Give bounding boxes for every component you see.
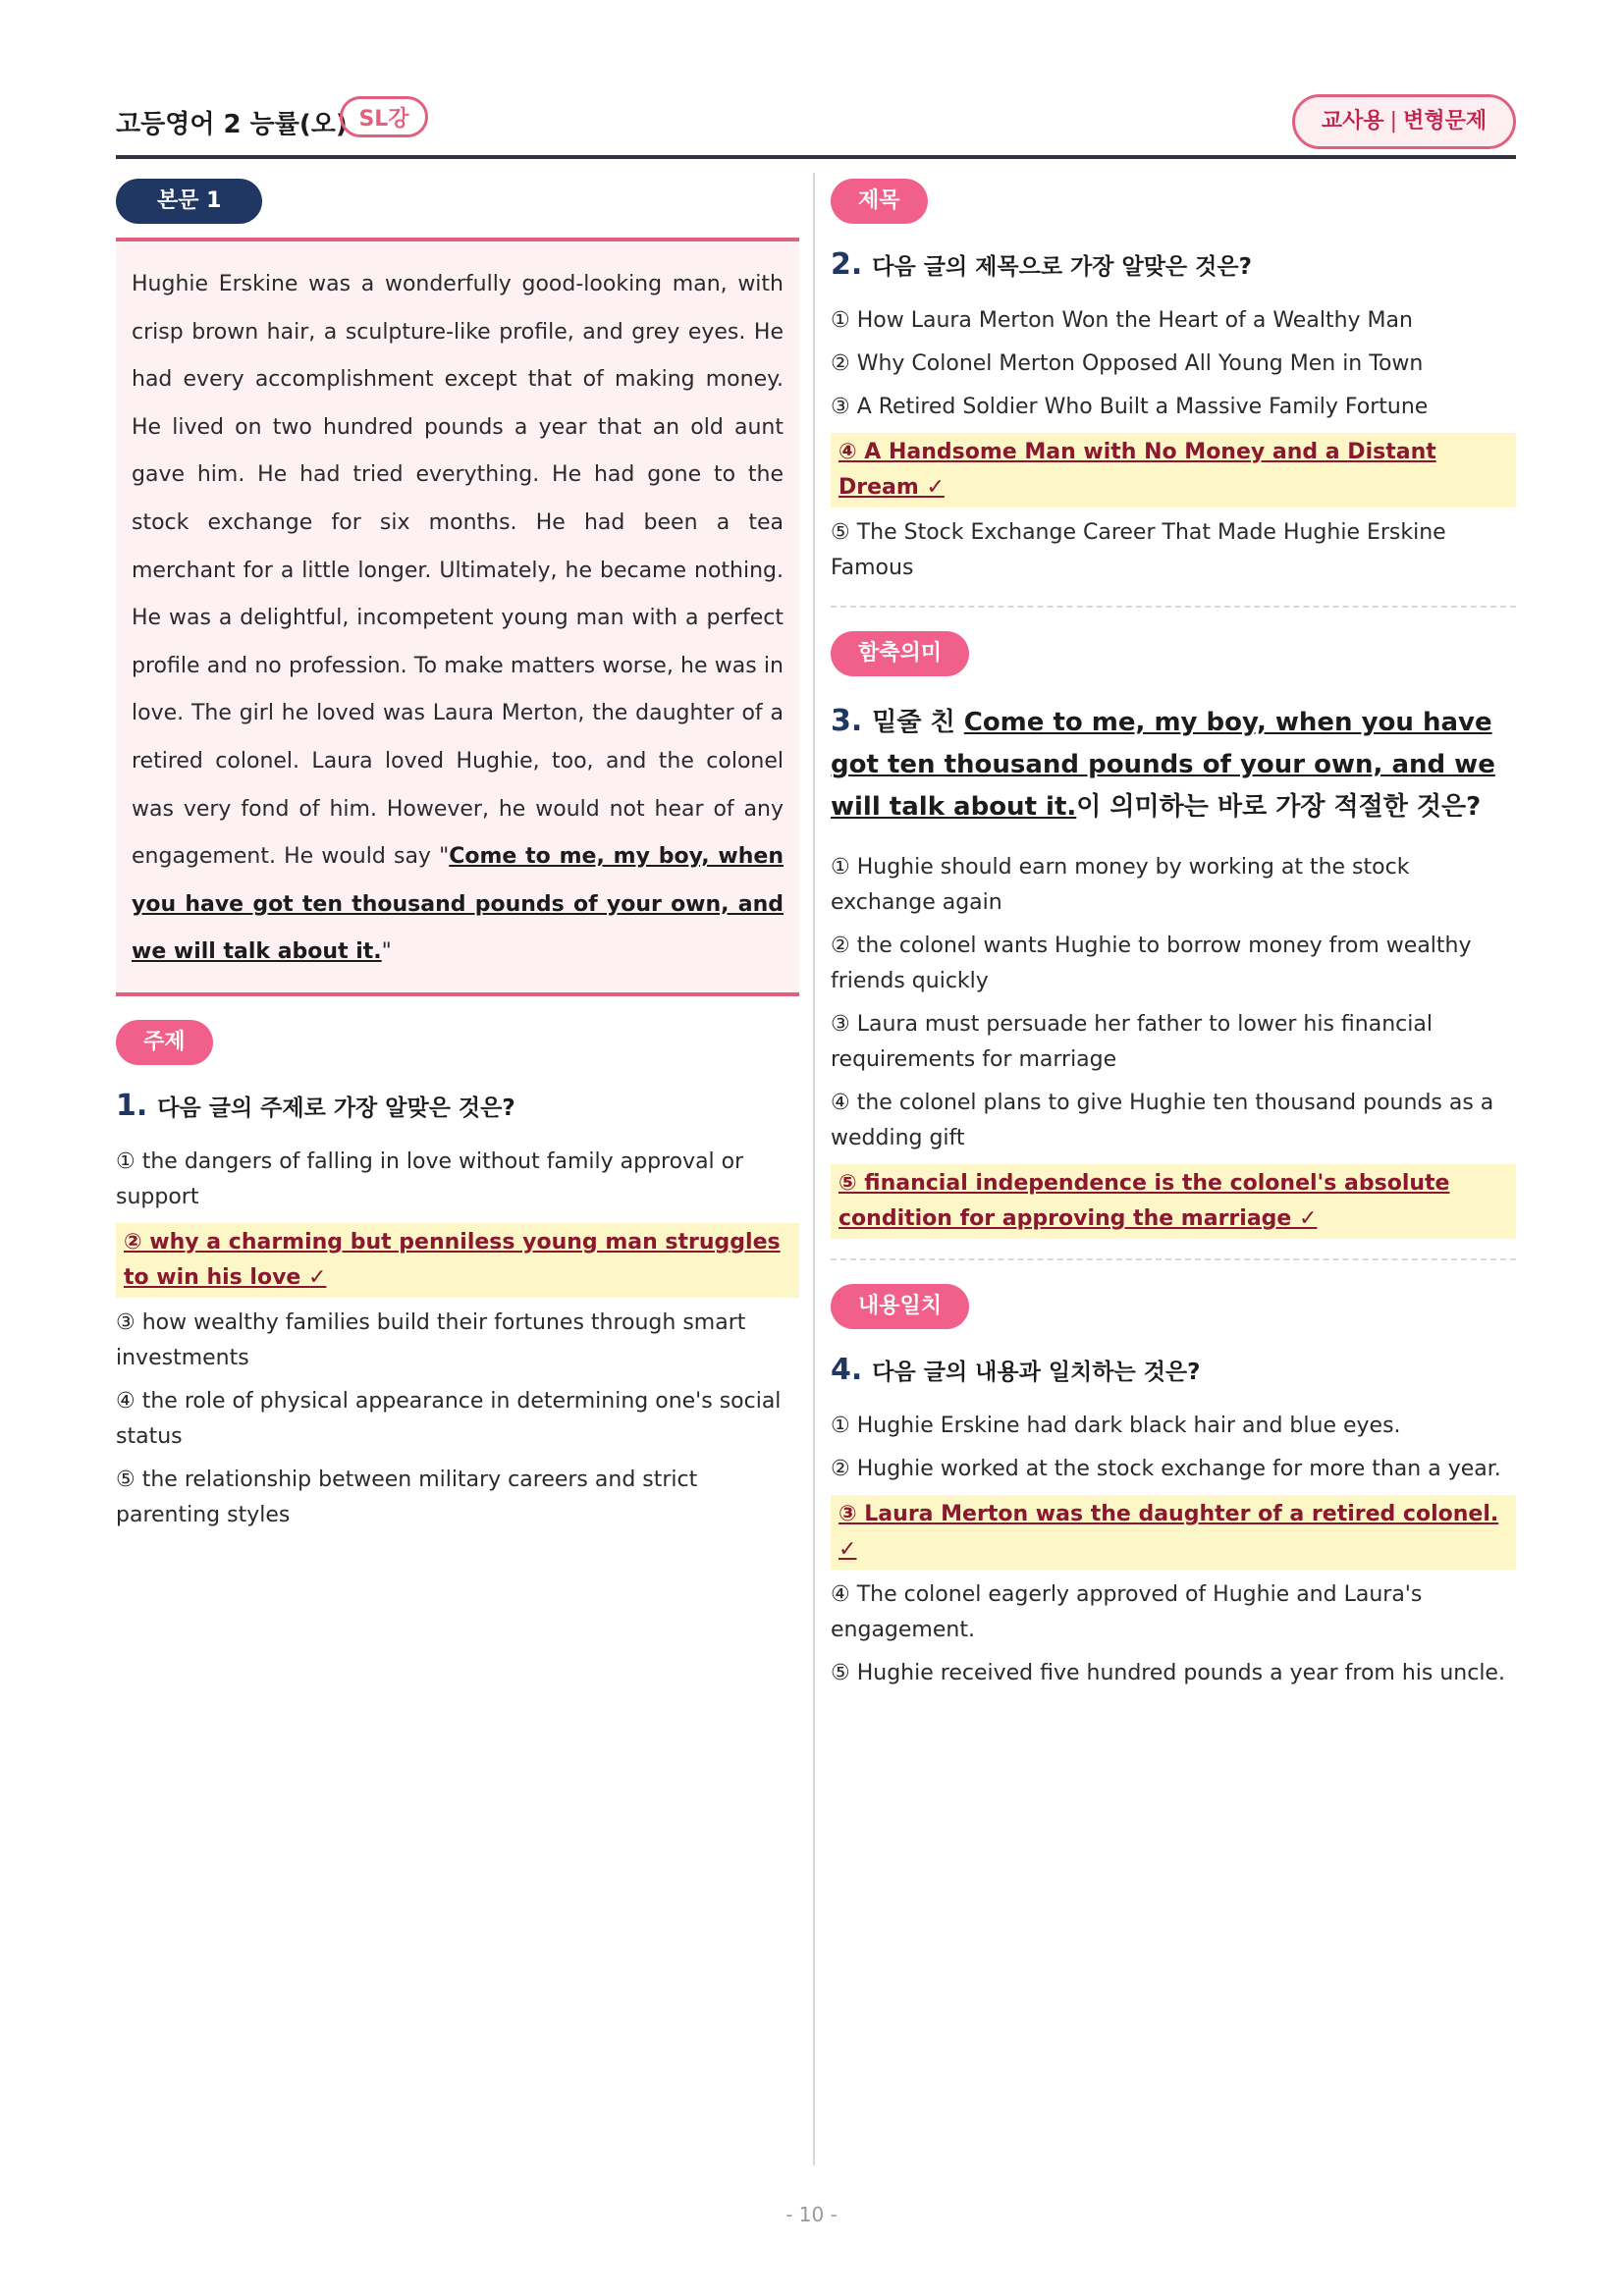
passage-underlined-quote: Come to me, my boy, when you have got ten thousand pounds of your own, and we will talk about it. [132,844,784,965]
q3-option-3: ③ Laura must persuade her father to lower his financial requirements for marriage [831,1012,1433,1072]
page-number: - 10 - [785,2203,838,2226]
q2-option-4-correct: ④ A Handsome Man with No Money and a Distant Dream ✓ [831,433,1516,507]
q4-option-4: ④ The colonel eagerly approved of Hughie and Laura's engagement. [831,1582,1423,1642]
q1-option-4: ④ the role of physical appearance in determining one's social status [116,1388,782,1449]
q3-tag: 함축의미 [831,631,969,676]
q2-options [831,303,1516,586]
q2-option-5: ⑤ The Stock Exchange Career That Made Hughie Erskine Famous [831,520,1446,580]
q4-question-text: 다음 글의 내용과 일치하는 것은? [872,1360,1201,1385]
q3-option-5-correct: ⑤ financial independence is the colonel's absolute condition for approving the marriage ✓ [831,1164,1516,1239]
lesson-pill: SL강 [340,96,428,137]
q2-question-text: 다음 글의 제목으로 가장 알맞은 것은? [872,254,1252,280]
section-divider [831,606,1516,608]
type-label: 변형문제 [1403,109,1488,133]
passage-text-after: " [381,939,392,965]
q3-option-2: ② the colonel wants Hughie to borrow money from wealthy friends quickly [831,934,1472,993]
q4-option-5: ⑤ Hughie received five hundred pounds a year from his uncle. [831,1661,1505,1685]
q4-question [831,1353,1516,1387]
q4-option-2: ② Hughie worked at the stock exchange for more than a year. [831,1457,1501,1481]
q2-question [831,247,1516,282]
q1-question-text: 다음 글의 주제로 가장 알맞은 것은? [157,1095,515,1121]
q2-tag: 제목 [831,179,928,224]
q1-tag: 주제 [116,1020,213,1065]
q3-question-underlined: Come to me, my boy, when you have got ten thousand pounds of your own, and we will talk about it. [831,708,1495,822]
q2-option-1: ① How Laura Merton Won the Heart of a Wealthy Man [831,308,1413,333]
passage-text-before: Hughie Erskine was a wonderfully good-looking man, with crisp brown hair, a sculpture-like profile, and grey eyes. He had every accomplishment except that of making money. He lived on two hundred pounds a year that an old aunt gave him. He had tried everything. He had gone to the stock exchange for six months. He had been a tea merchant for a little longer. Ultimately, he became nothing. He was a delightful, incompetent young man with a perfect profile and no profession. To make matters worse, he was in love. The girl he loved was Laura Merton, the daughter of a retired colonel. Laura loved Hughie, too, and the colonel was very fond of him. However, he would not hear of any engagement. He would say " [132,272,784,870]
section-divider [831,1258,1516,1260]
q1-option-5: ⑤ the relationship between military careers and strict parenting styles [116,1467,698,1527]
column-divider [813,173,815,2165]
q2-option-3: ③ A Retired Soldier Who Built a Massive Family Fortune [831,395,1429,419]
q2-section [831,179,1516,586]
q1-section [116,1020,799,1533]
teacher-version-pill [1292,94,1516,149]
q3-option-4: ④ the colonel plans to give Hughie ten thousand pounds as a wedding gift [831,1091,1494,1150]
q1-question [116,1089,799,1123]
q1-option-3: ③ how wealthy families build their fortunes through smart investments [116,1309,746,1370]
book-title: 고등영어 2 능률(오) [116,110,348,139]
q3-number: 3. [831,704,863,738]
q2-number: 2. [831,247,863,282]
q3-option-1: ① Hughie should earn money by working at the stock exchange again [831,855,1410,915]
q3-question [831,700,1516,828]
role-label: 교사용 [1321,109,1384,133]
q4-options [831,1409,1516,1691]
page-header [116,94,1516,157]
passage-label: 본문 1 [116,179,262,224]
left-column [116,179,799,1541]
q1-option-2-correct: ② why a charming but penniless young man struggles to win his love ✓ [116,1223,799,1298]
q4-option-3-correct: ③ Laura Merton was the daughter of a retired colonel. ✓ [831,1495,1516,1570]
q3-section [831,631,1516,1239]
passage-box [116,238,799,996]
q2-option-2: ② Why Colonel Merton Opposed All Young Men in Town [831,351,1424,376]
q4-section [831,1284,1516,1691]
q1-options [116,1145,799,1533]
q1-number: 1. [116,1088,148,1123]
q4-tag: 내용일치 [831,1284,969,1329]
q3-question-suffix: 이 의미하는 바로 가장 적절한 것은? [1076,792,1482,822]
passage-text [132,261,784,977]
right-column [831,179,1516,1699]
pill-separator: | [1389,109,1398,133]
q4-option-1: ① Hughie Erskine had dark black hair and blue eyes. [831,1414,1401,1438]
q1-option-1: ① the dangers of falling in love without family approval or support [116,1148,744,1209]
q4-number: 4. [831,1353,863,1387]
q3-options [831,850,1516,1239]
header-rule [116,155,1516,159]
q3-question-prefix: 밑줄 친 [872,708,964,737]
